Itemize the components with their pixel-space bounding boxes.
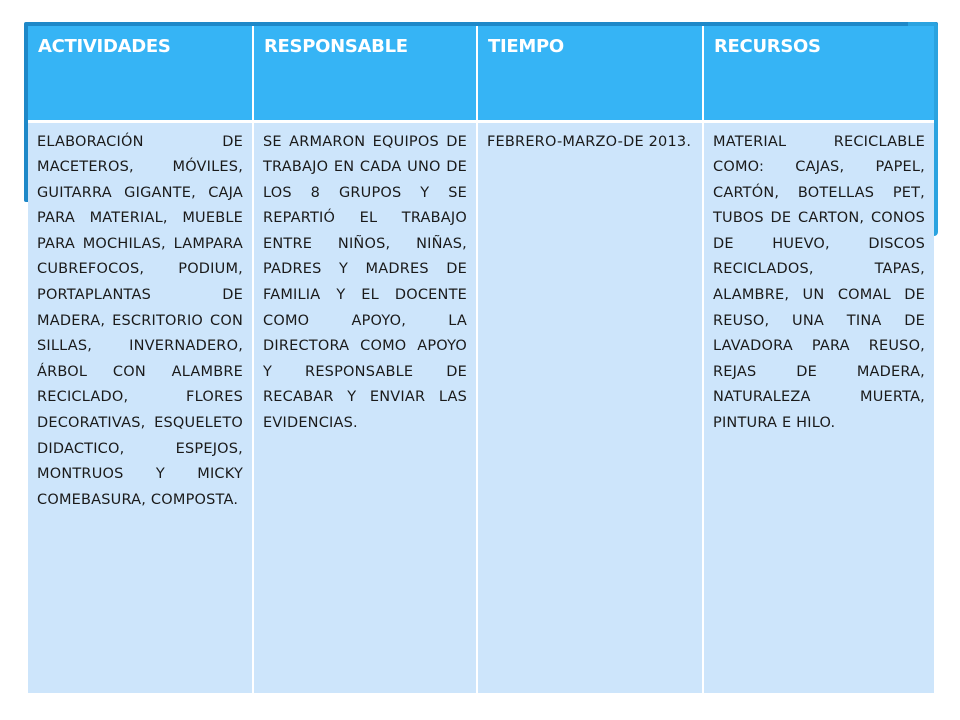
activities-table: [28, 26, 934, 693]
table-row: [28, 121, 934, 693]
table-container: [28, 26, 934, 693]
header-responsable: RESPONSABLE: [253, 26, 477, 121]
cell-tiempo: FEBRERO-MARZO-DE 2013.: [477, 121, 703, 693]
cell-recursos: MATERIAL RECICLABLE COMO: CAJAS, PAPEL, CARTÓN, BOTELLAS PET, TUBOS DE CARTON, CONOS DE HUEVO, DISCOS RECICLADOS, TAPAS, ALAMBRE, UN COMAL DE REUSO, UNA TINA DE LAVADORA PARA REUSO, REJAS DE MADERA, NATURALEZA MUERTA, PINTURA E HILO.: [703, 121, 934, 693]
table-header-row: [28, 26, 934, 121]
cell-responsable: SE ARMARON EQUIPOS DE TRABAJO EN CADA UNO DE LOS 8 GRUPOS Y SE REPARTIÓ EL TRABAJO ENTRE NIÑOS, NIÑAS, PADRES Y MADRES DE FAMILIA Y EL DOCENTE COMO APOYO, LA DIRECTORA COMO APOYO Y RESPONSABLE DE RECABAR Y ENVIAR LAS EVIDENCIAS.: [253, 121, 477, 693]
header-tiempo: TIEMPO: [477, 26, 703, 121]
header-actividades: ACTIVIDADES: [28, 26, 253, 121]
cell-actividades: ELABORACIÓN DE MACETEROS, MÓVILES, GUITARRA GIGANTE, CAJA PARA MATERIAL, MUEBLE PARA MOCHILAS, LAMPARA CUBREFOCOS, PODIUM, PORTAPLANTAS DE MADERA, ESCRITORIO CON SILLAS, INVERNADERO, ÁRBOL CON ALAMBRE RECICLADO, FLORES DECORATIVAS, ESQUELETO DIDACTICO, ESPEJOS, MONTRUOS Y MICKY COMEBASURA, COMPOSTA.: [28, 121, 253, 693]
header-recursos: RECURSOS: [703, 26, 934, 121]
